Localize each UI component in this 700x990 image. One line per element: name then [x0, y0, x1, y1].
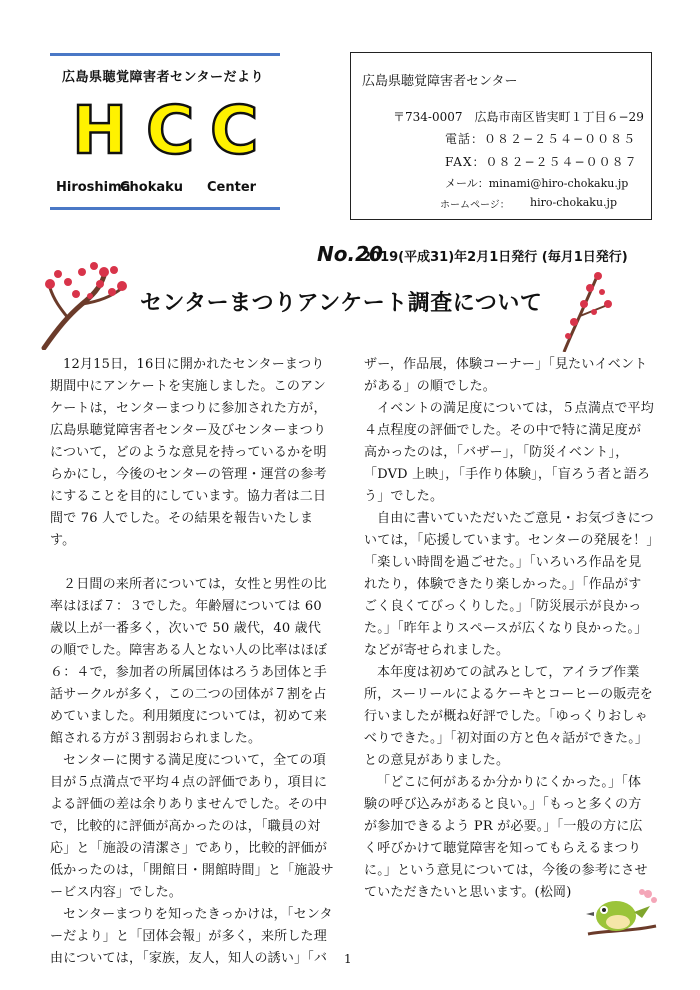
website-label: ホームページ： [440, 200, 510, 211]
paragraph-how-learned: センターまつりを知ったきっかけは，「センターだより」と「団体会報」が多く，来所した理由については，「家族，友人，知人の誘い」「バ [50, 907, 333, 966]
masthead-subtitle: 広島県聴覚障害者センターだより [62, 70, 264, 85]
plum-blossom-sprig-icon [550, 268, 616, 352]
masthead-bottom-rule [50, 207, 280, 210]
fax-number: FAX：０８２−２５４−００８７ [445, 155, 638, 169]
paragraph-continued: ザー，作品展，体験コーナー」「見たいイベントがある」の順でした。 [364, 357, 648, 394]
postal-address: 〒734-0007 広島市南区皆実町１丁目６−29 [393, 110, 644, 124]
logo-letter-c1: C [146, 92, 195, 169]
paragraph-center-satisfaction: センターに関する満足度について，全ての項目が５点満点で平均４点の評価であり，項目による評価の差は余りありませんでした。その中で，比較的に評価が高かったのは，「職員の対応」と「施設の清潔さ」であり，比較的評価が低かったのは，「開館日・開館時間」と「施設サービス内容」でした。 [50, 753, 334, 900]
logo-english-word: Chokaku [120, 180, 184, 195]
page-number: 1 [344, 952, 352, 966]
logo-letter-c2: C [210, 92, 259, 169]
paragraph-event-satisfaction: イベントの満足度については，５点満点で平均４点程度の評価でした。その中で特に満足度が高かったのは，「バザー」，「防災イベント」，「DVD 上映」，「手作り体験」，「盲ろう者と語ろう」でした。 [364, 401, 654, 504]
logo-english-word: Center [207, 180, 257, 195]
paragraph-cafe-trial: 本年度は初めての試みとして，アイラブ作業所，スーリールによるケーキとコーヒーの販売を行いましたが概ね好評でした。「ゆっくりおしゃべりできた。」「初対面の方と色々話ができた。」との意見がありました。 [364, 665, 653, 768]
logo-english-word: Hiroshima [56, 180, 131, 195]
paragraph-intro: 12月15日，16日に開かれたセンターまつり期間中にアンケートを実施しました。このアンケートは，センターまつりに参加された方が，広島県聴覚障害者センター及びセンターまつりについて，どのような意見を持っているかを明らかにし，今後のセンターの管理・運営の参考にすることを目的にしています。協力者は二日間で 76 人でした。その結果を報告いたします。 [50, 357, 327, 548]
masthead-top-rule [50, 53, 280, 56]
issue-date: 2019(平成31)年2月1日発行 (毎月1日発行) [362, 250, 628, 265]
phone-number: 電話：０８２−２５４−００８５ [445, 132, 637, 146]
article-left-column [50, 354, 334, 970]
article-headline: センターまつりアンケート調査について [140, 291, 543, 316]
email-address[interactable]: メール：minami@hiro-chokaku.jp [445, 177, 629, 190]
logo-letter-h: H [72, 92, 128, 169]
plum-blossom-branch-icon [38, 258, 130, 350]
paragraph-free-comments: 自由に書いていただいたご意見・お気づきについては，「応援しています。センターの発展を！」「楽しい時間を過ごせた。」「いろいろ作品を見れたり，体験できたり楽しかった。」「作品がすごく良くてびっくりした。」「防災展示が良かった。」「昨年よりスペースが広くなり良かった。」などが寄せられました。 [364, 511, 654, 658]
article-right-column [364, 354, 654, 904]
issue-number: No.20 [317, 242, 383, 266]
white-eye-bird-icon [584, 886, 660, 946]
website-link[interactable]: hiro-chokaku.jp [530, 196, 617, 209]
paragraph-suggestions: 「どこに何があるか分かりにくかった。」「体験の呼び込みがあると良い。」「もっと多くの方が参加できるよう PR が必要。」「一般の方に広く呼びかけて聴覚障害を知ってもらえるまつりに。」という意見については，今後の参考にさせていただきたいと思います。(松岡) [364, 775, 648, 900]
organization-name: 広島県聴覚障害者センター [362, 74, 518, 89]
paragraph-visitors: ２日間の来所者については，女性と男性の比率はほぼ７：３でした。年齢層については 60 歳以上が一番多く，次いで 50 歳代，40 歳代の順でした。障害ある人とない人の比率はほぼ６：４で，参加者の所属団体はろうあ団体と手話サークルが多く，この二つの団体が７割を占めていました。利用頻度については，初めて来館される方が３割弱おられました。 [50, 577, 328, 746]
